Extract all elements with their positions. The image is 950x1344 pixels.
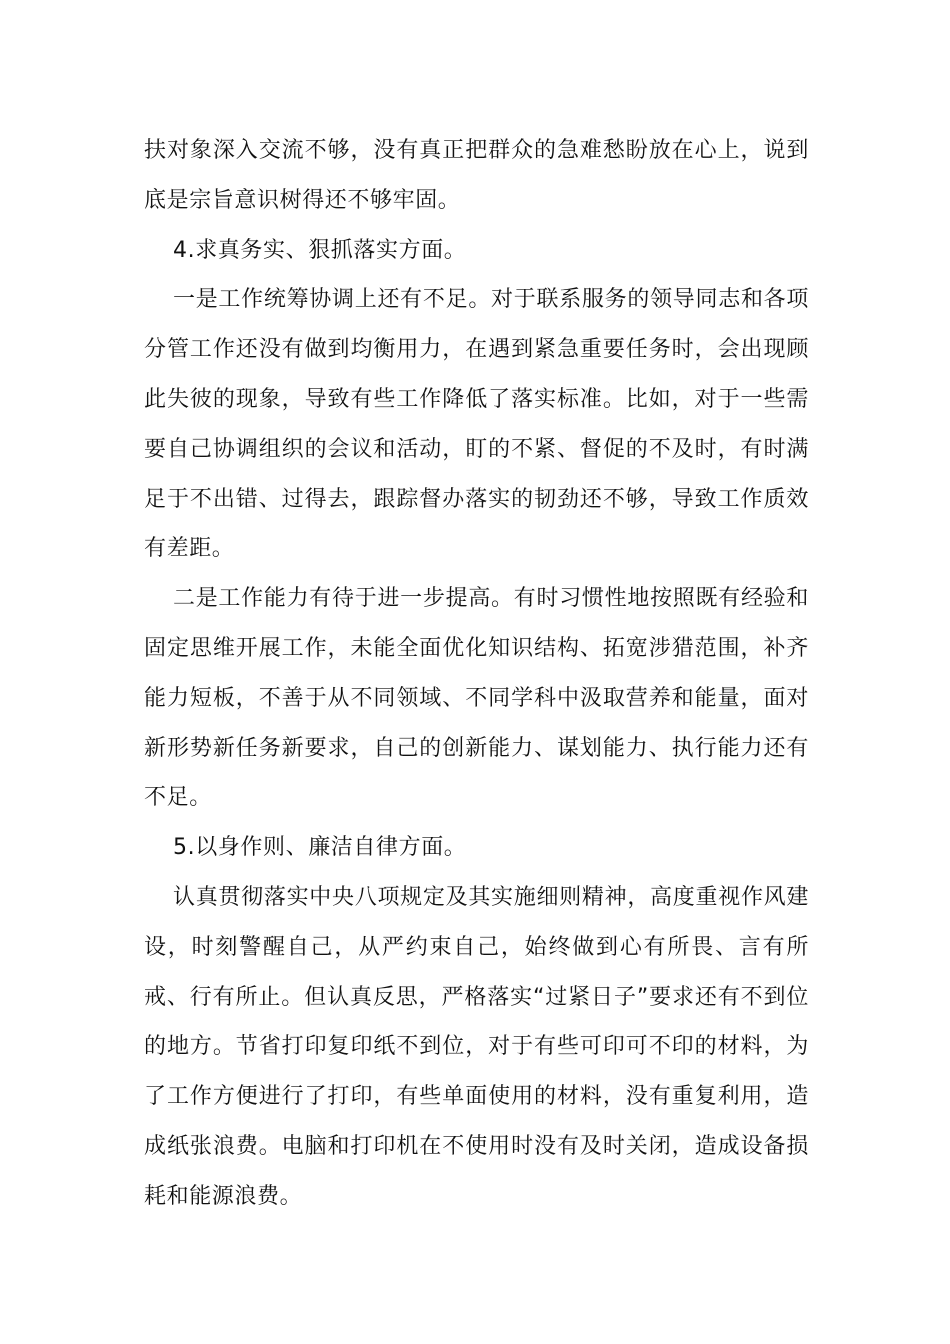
- section-heading-5: 5.以身作则、廉洁自律方面。: [173, 835, 467, 861]
- paragraph-continuation: 扶对象深入交流不够，没有真正把群众的急难愁盼放在心上，说到底是宗旨意识树得还不够牢固。: [144, 138, 809, 213]
- section-heading-4: 4.求真务实、狠抓落实方面。: [173, 237, 467, 263]
- document-body: [144, 126, 809, 1222]
- paragraph-coordination: 一是工作统筹协调上还有不足。对于联系服务的领导同志和各项分管工作还没有做到均衡用力，在遇到紧急重要任务时，会出现顾此失彼的现象，导致有些工作降低了落实标准。比如，对于一些需要自己协调组织的会议和活动，盯的不紧、督促的不及时，有时满足于不出错、过得去，跟踪督办落实的韧劲还不够，导致工作质效有差距。: [144, 287, 809, 562]
- paragraph-ability: 二是工作能力有待于进一步提高。有时习惯性地按照既有经验和固定思维开展工作，未能全面优化知识结构、拓宽涉猎范围，补齐能力短板，不善于从不同领域、不同学科中汲取营养和能量，面对新形势新任务新要求，自己的创新能力、谋划能力、执行能力还有不足。: [144, 586, 809, 811]
- paragraph-integrity: 认真贯彻落实中央八项规定及其实施细则精神，高度重视作风建设，时刻警醒自己，从严约束自己，始终做到心有所畏、言有所戒、行有所止。但认真反思，严格落实“过紧日子”要求还有不到位的地方。节省打印复印纸不到位，对于有些可印可不印的材料，为了工作方便进行了打印，有些单面使用的材料，没有重复利用，造成纸张浪费。电脑和打印机在不使用时没有及时关闭，造成设备损耗和能源浪费。: [144, 884, 809, 1209]
